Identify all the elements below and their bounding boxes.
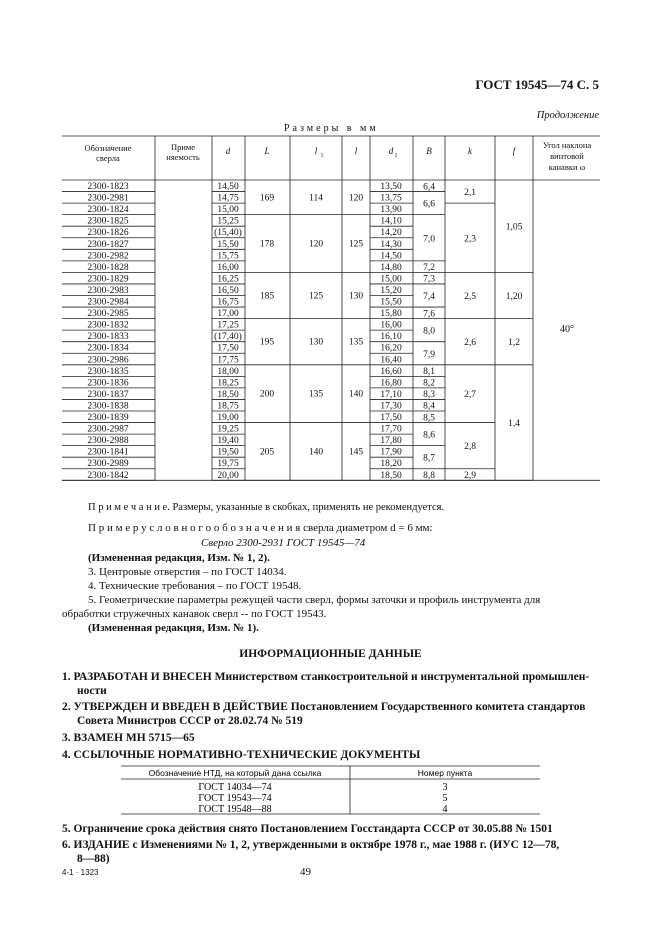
d1-cell: 13,75 — [380, 193, 402, 204]
ref-doc-cell: ГОСТ 19548—88 — [198, 804, 272, 815]
info-4: 4. ССЫЛОЧНЫЕ НОРМАТИВНО-ТЕХНИЧЕСКИЕ ДОКУМЕНТЫ — [62, 749, 421, 761]
col-head-d1-sub: 1 — [394, 153, 398, 159]
continuation-label: Продолжение — [536, 110, 599, 121]
l1-cell: 114 — [309, 193, 323, 204]
d-cell: 19,75 — [217, 459, 239, 470]
B-cell: 7,0 — [423, 234, 435, 245]
col-head-6: k — [468, 146, 472, 156]
item-3: 3. Центровые отверстия – по ГОСТ 14034. — [88, 566, 287, 578]
B-cell: 8,4 — [423, 401, 435, 412]
item-5-line1: 5. Геометрические параметры режущей части сверл, формы заточки и профиль инструмента для — [88, 594, 541, 606]
edit-note-1: (Измененная редакция, Изм. № 1, 2). — [88, 552, 270, 564]
designation-cell: 2300-1841 — [87, 447, 129, 458]
designation-cell: 2300-1827 — [87, 239, 129, 250]
d1-cell: 17,50 — [380, 413, 402, 423]
B-cell: 8,7 — [423, 453, 435, 464]
f-cell: 1,05 — [505, 222, 523, 233]
d1-cell: 14,50 — [380, 251, 402, 262]
d1-cell: 16,60 — [380, 366, 402, 377]
d1-cell: 18,50 — [380, 470, 402, 481]
d-cell: 18,25 — [217, 378, 239, 389]
B-cell: 7,9 — [423, 349, 435, 360]
designation-cell: 2300-1838 — [87, 401, 129, 412]
designation-cell: 2300-1826 — [87, 228, 129, 239]
info-6-line2: 8—88) — [77, 853, 110, 865]
d-cell: 15,50 — [217, 239, 239, 250]
info-1-line2: ности — [77, 685, 107, 697]
L-cell: 205 — [259, 447, 275, 458]
d-cell: 17,50 — [217, 343, 239, 354]
B-cell: 8,2 — [423, 378, 435, 389]
B-cell: 8,0 — [423, 326, 435, 337]
designation-cell: 2300-1829 — [87, 274, 129, 285]
d1-cell: 16,40 — [380, 355, 402, 366]
designation-cell: 2300-1836 — [87, 378, 129, 389]
designation-cell: 2300-1832 — [87, 320, 129, 331]
ref-clause-cell: 4 — [442, 804, 448, 815]
l1-cell: 120 — [308, 239, 324, 250]
d1-cell: 15,20 — [380, 285, 402, 296]
info-5: 5. Ограничение срока действия снято Постановлением Госстандарта СССР от 30.05.88 № 1501 — [62, 823, 553, 835]
B-cell: 7,2 — [423, 263, 435, 274]
d-cell: 19,25 — [217, 424, 239, 435]
k-cell: 2,1 — [464, 188, 476, 199]
d1-cell: 14,80 — [380, 262, 402, 273]
col-head-designation-2: сверла — [96, 153, 120, 163]
designation-cell: 2300-2982 — [87, 251, 129, 262]
f-cell: 1,20 — [505, 292, 523, 302]
col-head-usage-2: няемость — [166, 152, 200, 162]
example-heading: П р и м е р у с л о в н о г о о б о з н а ч е н и я сверла диаметром d = 6 мм: — [88, 522, 433, 534]
d-cell: 16,00 — [217, 262, 239, 273]
designation-cell: 2300-1842 — [87, 470, 129, 481]
B-cell: 7,4 — [423, 292, 435, 302]
d1-cell: 16,00 — [380, 320, 402, 331]
k-cell: 2,9 — [464, 471, 476, 482]
info-title: ИНФОРМАЦИОННЫЕ ДАННЫЕ — [239, 648, 422, 660]
d1-cell: 16,80 — [380, 378, 402, 389]
d-cell: (15,40) — [214, 228, 242, 239]
l-cell: 120 — [348, 193, 364, 204]
example-value: Сверло 2300-2931 ГОСТ 19545—74 — [201, 537, 366, 549]
l1-cell: 130 — [308, 337, 324, 348]
ref-clause-cell: 3 — [442, 782, 448, 793]
d-cell: 17,25 — [217, 320, 239, 331]
d1-cell: 13,50 — [380, 182, 402, 192]
d1-cell: 15,50 — [380, 297, 402, 308]
k-cell: 2,6 — [464, 338, 476, 349]
col-head-omega-2: винтовой — [550, 151, 584, 161]
B-cell: 8,1 — [423, 367, 435, 378]
B-cell: 8,6 — [423, 430, 435, 441]
L-cell: 195 — [259, 337, 275, 348]
info-1-line1: 1. РАЗРАБОТАН И ВНЕСЕН Министерством станкостроительной и инструментальной промышлен- — [62, 671, 590, 683]
designation-cell: 2300-1839 — [87, 413, 129, 423]
col-head-3: l — [354, 146, 358, 156]
d1-cell: 17,70 — [380, 424, 402, 435]
designation-cell: 2300-2984 — [87, 297, 129, 308]
d-cell: 16,75 — [217, 297, 239, 308]
col-head-omega-3: канавки ω — [548, 162, 586, 172]
designation-cell: 2300-2987 — [87, 424, 129, 435]
k-cell: 2,7 — [464, 390, 476, 401]
d1-cell: 14,10 — [380, 216, 402, 227]
designation-cell: 2300-2986 — [87, 355, 129, 366]
L-cell: 200 — [259, 389, 275, 400]
designation-cell: 2300-2985 — [87, 309, 129, 320]
designation-cell: 2300-1837 — [87, 389, 129, 400]
d1-cell: 17,80 — [380, 436, 402, 447]
d-cell: 18,75 — [217, 401, 239, 412]
info-6-line1: 6. ИЗДАНИЕ с Изменениями № 1, 2, утвержденными в октябре 1978 г., мае 1988 г. (ИУС 12—78, — [62, 839, 560, 851]
col-head-2: l — [314, 146, 318, 156]
d-cell: 14,50 — [217, 182, 239, 192]
k-cell: 2,3 — [464, 234, 476, 245]
d-cell: 14,75 — [217, 193, 239, 204]
designation-cell: 2300-1824 — [87, 205, 129, 216]
item-5-line2: обработки стружечных канавок сверл -- по ГОСТ 19543. — [62, 608, 327, 620]
print-code: 4-1 · 1323 — [62, 868, 99, 877]
col-head-usage: Приме — [170, 142, 196, 152]
f-cell: 1,2 — [508, 338, 520, 349]
l1-cell: 125 — [308, 291, 324, 302]
gost-page-header: ГОСТ 19545—74 С. 5 — [475, 77, 599, 92]
d-cell: 19,40 — [217, 436, 239, 447]
d1-cell: 17,10 — [380, 389, 402, 400]
info-2-line2: Совета Министров СССР от 28.02.74 № 519 — [77, 715, 303, 727]
B-cell: 7,6 — [423, 309, 435, 320]
info-3: 3. ВЗАМЕН МН 5715—65 — [62, 732, 195, 744]
B-cell: 6,4 — [423, 182, 435, 193]
item-4: 4. Технические требования – по ГОСТ 19548. — [88, 580, 302, 592]
B-cell: 8,5 — [423, 413, 435, 424]
reference-table — [0, 760, 661, 818]
L-cell: 185 — [259, 291, 275, 302]
designation-cell: 2300-1823 — [87, 182, 129, 192]
l-cell: 145 — [348, 447, 364, 458]
d-cell: 16,25 — [217, 274, 239, 285]
ref-doc-cell: ГОСТ 14034—74 — [198, 782, 272, 793]
d-cell: 15,00 — [217, 205, 239, 216]
d-cell: 15,75 — [217, 251, 239, 262]
B-cell: 6,6 — [423, 199, 435, 210]
designation-cell: 2300-1828 — [87, 262, 129, 273]
omega-cell: 40° — [560, 324, 574, 336]
d-cell: 20,00 — [217, 470, 239, 481]
col-head-omega: Угол наклона — [542, 140, 592, 150]
d1-cell: 15,00 — [380, 274, 402, 285]
L-cell: 178 — [259, 239, 275, 250]
col-head-l1-sub: 1 — [320, 153, 324, 159]
d1-cell: 14,20 — [380, 228, 402, 239]
sizes-caption: Размеры в мм — [284, 123, 379, 134]
designation-cell: 2300-2981 — [87, 193, 129, 204]
d1-cell: 18,20 — [380, 459, 402, 470]
l-cell: 130 — [348, 291, 364, 302]
l-cell: 125 — [348, 239, 364, 250]
f-cell: 1,4 — [508, 419, 520, 430]
l1-cell: 140 — [308, 447, 324, 458]
ref-head-left: Обозначение НТД, на который дана ссылка — [148, 768, 322, 778]
L-cell: 169 — [259, 193, 275, 204]
d1-cell: 13,90 — [380, 205, 402, 216]
col-head-designation: Обозначение — [84, 143, 132, 153]
d-cell: 16,50 — [217, 285, 239, 296]
d-cell: 19,50 — [217, 447, 239, 458]
d-cell: 17,75 — [217, 355, 239, 366]
edit-note-2: (Измененная редакция, Изм. № 1). — [88, 622, 259, 634]
d1-cell: 14,30 — [380, 239, 402, 250]
k-cell: 2,8 — [464, 442, 476, 453]
d1-cell: 15,80 — [380, 309, 402, 320]
page-number: 49 — [300, 866, 311, 878]
ref-head-right: Номер пункта — [417, 768, 473, 778]
col-head-5: B — [426, 146, 432, 156]
d-cell: 19,00 — [217, 413, 239, 423]
k-cell: 2,5 — [464, 292, 476, 302]
designation-cell: 2300-1835 — [87, 366, 129, 377]
d-cell: 15,25 — [217, 216, 239, 227]
col-head-0: d — [225, 146, 231, 156]
l-cell: 140 — [348, 389, 364, 400]
d-cell: 17,00 — [217, 309, 239, 320]
ref-clause-cell: 5 — [442, 793, 448, 804]
designation-cell: 2300-1825 — [87, 216, 129, 227]
ref-doc-cell: ГОСТ 19543—74 — [198, 793, 272, 804]
d-cell: 18,00 — [217, 366, 239, 377]
d1-cell: 17,90 — [380, 447, 402, 458]
designation-cell: 2300-1833 — [87, 332, 129, 343]
col-head-7: f — [512, 146, 516, 156]
col-head-1: L — [264, 146, 270, 156]
l-cell: 135 — [348, 337, 364, 348]
designation-cell: 2300-2988 — [87, 436, 129, 447]
d-cell: 18,50 — [217, 389, 239, 400]
B-cell: 7,3 — [423, 274, 435, 285]
designation-cell: 2300-2989 — [87, 459, 129, 470]
B-cell: 8,8 — [423, 471, 435, 482]
d1-cell: 16,10 — [380, 332, 402, 343]
table-note: П р и м е ч а н и е. Размеры, указанные в скобках, применять не рекомендуется. — [88, 502, 445, 513]
d1-cell: 16,20 — [380, 343, 402, 354]
B-cell: 8,3 — [423, 390, 435, 401]
d1-cell: 17,30 — [380, 401, 402, 412]
designation-cell: 2300-1834 — [87, 343, 129, 354]
d-cell: (17,40) — [214, 332, 242, 343]
designation-cell: 2300-2983 — [87, 285, 129, 296]
info-2-line1: 2. УТВЕРЖДЕН И ВВЕДЕН В ДЕЙСТВИЕ Постановлением Государственного комитета стандартов — [62, 701, 586, 713]
col-head-4: d — [388, 146, 394, 156]
l1-cell: 135 — [308, 389, 324, 400]
